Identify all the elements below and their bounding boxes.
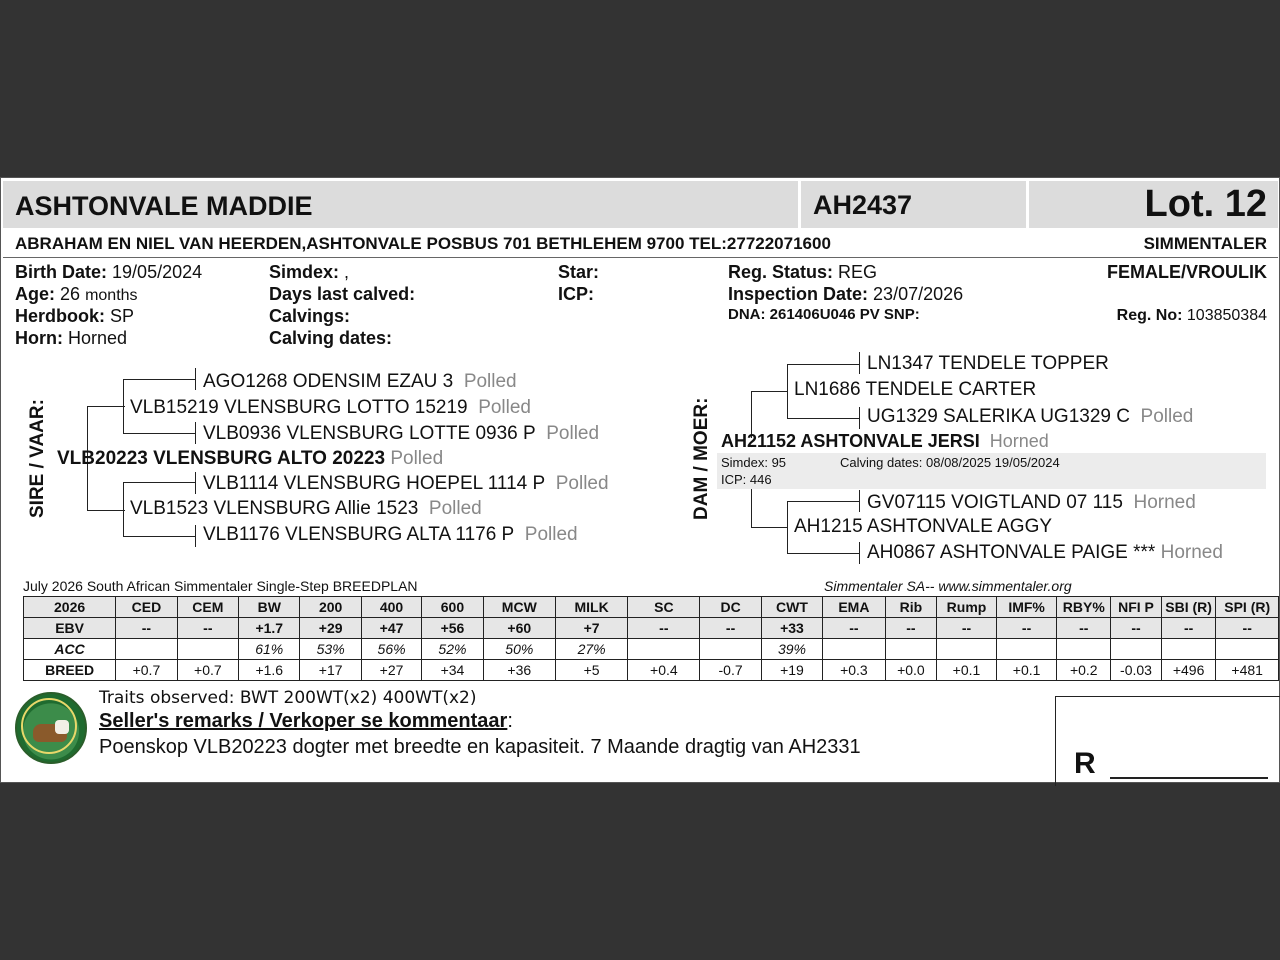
dam-dam: AH1215 ASHTONVALE AGGY <box>794 516 1053 537</box>
table-cell: 50% <box>483 639 555 660</box>
table-cell: +1.6 <box>239 660 300 681</box>
pedigree-line <box>787 501 788 553</box>
sire: VLB20223 VLENSBURG ALTO 20223 Polled <box>57 448 444 469</box>
herdbook: Herdbook: SP <box>15 306 135 326</box>
column-header: CWT <box>761 597 822 618</box>
pedigree-line <box>195 525 196 547</box>
pedigree-line <box>751 489 752 527</box>
simmentaler-sa-logo <box>15 692 87 764</box>
breedplan-table <box>23 596 1279 681</box>
table-cell: -- <box>1216 618 1279 639</box>
column-header: MCW <box>483 597 555 618</box>
dam-label: DAM / MOER: <box>691 397 712 520</box>
remarks-title: Seller's remarks / Verkoper se kommentaar: <box>99 710 513 732</box>
pedigree-line <box>787 364 788 418</box>
birth-date: Birth Date: 19/05/2024 <box>15 262 203 282</box>
age: Age: 26 months <box>15 284 138 304</box>
horn-status: Horn: Horned <box>15 328 128 348</box>
table-cell: -0.03 <box>1111 660 1162 681</box>
table-cell: +481 <box>1216 660 1279 681</box>
lot-card <box>0 177 1280 783</box>
pedigree-line <box>859 352 860 374</box>
column-header: 200 <box>300 597 361 618</box>
dam-calving-dates: Calving dates: 08/08/2025 19/05/2024 <box>840 455 1060 470</box>
pedigree-line <box>195 472 196 494</box>
column-header: CEM <box>177 597 238 618</box>
table-cell: -- <box>628 618 700 639</box>
table-cell: +19 <box>761 660 822 681</box>
table-cell: -0.7 <box>700 660 761 681</box>
breedplan-title: July 2026 South African Simmentaler Single-Step BREEDPLAN <box>23 578 418 594</box>
table-cell: +0.7 <box>116 660 177 681</box>
sex: FEMALE/VROULIK <box>1107 262 1267 282</box>
calvings: Calvings: <box>269 306 351 326</box>
sire-label: SIRE / VAAR: <box>27 399 48 518</box>
table-cell <box>1111 639 1162 660</box>
pedigree-line <box>123 482 124 536</box>
lot-number: Lot. 12 <box>1144 183 1267 225</box>
table-cell: +27 <box>361 660 421 681</box>
table-cell: 56% <box>361 639 421 660</box>
column-header: SPI (R) <box>1216 597 1279 618</box>
table-cell <box>996 639 1057 660</box>
acc-row <box>24 639 1279 660</box>
pedigree-line <box>123 482 196 483</box>
sire-sire: VLB15219 VLENSBURG LOTTO 15219 Polled <box>130 397 532 418</box>
column-header: MILK <box>555 597 627 618</box>
pedigree-line <box>87 406 125 407</box>
table-cell: +56 <box>422 618 483 639</box>
table-cell: +0.4 <box>628 660 700 681</box>
table-cell: -- <box>177 618 238 639</box>
table-cell: +5 <box>555 660 627 681</box>
table-cell <box>885 639 937 660</box>
inspection-date: Inspection Date: 23/07/2026 <box>728 284 964 304</box>
column-header: RBY% <box>1057 597 1111 618</box>
table-cell: -- <box>823 618 885 639</box>
column-header: SC <box>628 597 700 618</box>
row-label: ACC <box>24 639 116 660</box>
simdex: Simdex: , <box>269 262 350 282</box>
table-cell: 53% <box>300 639 361 660</box>
table-cell: +60 <box>483 618 555 639</box>
pedigree-line <box>123 379 196 380</box>
r-label: R <box>1074 747 1096 780</box>
divider <box>3 257 1278 258</box>
pedigree-line <box>123 433 196 434</box>
table-cell: +34 <box>422 660 483 681</box>
ebv-row <box>24 618 1279 639</box>
icp: ICP: <box>558 284 594 304</box>
column-header: IMF% <box>996 597 1057 618</box>
table-cell: +496 <box>1161 660 1216 681</box>
header-divider <box>798 181 801 228</box>
sire-dam: VLB1523 VLENSBURG Allie 1523 Polled <box>130 498 482 519</box>
dam-sire: LN1686 TENDELE CARTER <box>794 379 1037 400</box>
sire-sire-dam: VLB0936 VLENSBURG LOTTE 0936 P Polled <box>203 423 600 444</box>
table-cell: +7 <box>555 618 627 639</box>
dna-line: DNA: 261406U046 PV SNP: <box>728 306 920 323</box>
table-cell: -- <box>116 618 177 639</box>
table-cell: -- <box>937 618 997 639</box>
dam-dam-sire: GV07115 VOIGTLAND 07 115 Horned <box>867 492 1196 513</box>
table-cell <box>1057 639 1111 660</box>
table-cell: -- <box>1111 618 1162 639</box>
table-cell: 61% <box>239 639 300 660</box>
pedigree-line <box>123 379 124 433</box>
row-label: BREED <box>24 660 116 681</box>
column-header: DC <box>700 597 761 618</box>
traits-observed: Traits observed: BWT 200WT(x2) 400WT(x2) <box>99 688 477 708</box>
breed-row <box>24 660 1279 681</box>
breedplan-header-row <box>24 597 1279 618</box>
table-cell: +17 <box>300 660 361 681</box>
animal-id: AH2437 <box>813 190 913 220</box>
table-cell <box>628 639 700 660</box>
column-header: CED <box>116 597 177 618</box>
pedigree-line <box>787 553 860 554</box>
table-cell <box>116 639 177 660</box>
price-line <box>1110 777 1268 779</box>
breedplan-website: Simmentaler SA-- www.simmentaler.org <box>824 578 1072 594</box>
table-cell: +0.2 <box>1057 660 1111 681</box>
table-cell: +33 <box>761 618 822 639</box>
table-cell: +29 <box>300 618 361 639</box>
column-header: EMA <box>823 597 885 618</box>
pedigree-line <box>859 542 860 564</box>
column-header: 2026 <box>24 597 116 618</box>
pedigree-line <box>751 391 787 392</box>
dam-dam-dam: AH0867 ASHTONVALE PAIGE *** Horned <box>867 542 1223 563</box>
column-header: BW <box>239 597 300 618</box>
dam-icp: ICP: 446 <box>721 472 772 487</box>
table-cell <box>823 639 885 660</box>
table-cell: +1.7 <box>239 618 300 639</box>
column-header: 600 <box>422 597 483 618</box>
pedigree-line <box>787 418 860 419</box>
pedigree-line <box>87 510 125 511</box>
column-header: SBI (R) <box>1161 597 1216 618</box>
column-header: 400 <box>361 597 421 618</box>
pedigree-line <box>859 490 860 512</box>
animal-name: ASHTONVALE MADDIE <box>15 191 313 221</box>
table-cell: -- <box>996 618 1057 639</box>
table-cell: 52% <box>422 639 483 660</box>
table-cell: +0.1 <box>937 660 997 681</box>
table-cell: +0.1 <box>996 660 1057 681</box>
price-box <box>1055 696 1280 786</box>
table-cell: +47 <box>361 618 421 639</box>
pedigree-line <box>123 536 196 537</box>
table-cell: -- <box>700 618 761 639</box>
table-cell <box>1216 639 1279 660</box>
pedigree-line <box>195 368 196 390</box>
star: Star: <box>558 262 600 282</box>
owner-line: ABRAHAM EN NIEL VAN HEERDEN,ASHTONVALE POSBUS 701 BETHLEHEM 9700 TEL:27722071600 <box>15 234 831 253</box>
dam-sire-dam: UG1329 SALERIKA UG1329 C Polled <box>867 406 1194 427</box>
days-last-calved: Days last calved: <box>269 284 416 304</box>
table-cell <box>937 639 997 660</box>
reg-number: Reg. No: 103850384 <box>1116 307 1267 324</box>
pedigree-line <box>859 407 860 429</box>
column-header: NFI P <box>1111 597 1162 618</box>
column-header: Rump <box>937 597 997 618</box>
dam: AH21152 ASHTONVALE JERSI Horned <box>721 431 1049 451</box>
dam-sire-sire: LN1347 TENDELE TOPPER <box>867 353 1109 374</box>
sire-dam-dam: VLB1176 VLENSBURG ALTA 1176 P Polled <box>203 524 578 545</box>
pedigree-line <box>787 501 860 502</box>
pedigree-line <box>787 364 860 365</box>
calving-dates: Calving dates: <box>269 328 393 348</box>
breed-name: SIMMENTALER <box>1143 234 1267 253</box>
table-cell: -- <box>1057 618 1111 639</box>
table-cell <box>700 639 761 660</box>
table-cell: +0.7 <box>177 660 238 681</box>
sire-dam-sire: VLB1114 VLENSBURG HOEPEL 1114 P Polled <box>203 473 609 494</box>
table-cell: -- <box>1161 618 1216 639</box>
pedigree-line <box>751 527 787 528</box>
sire-sire-sire: AGO1268 ODENSIM EZAU 3 Polled <box>203 371 517 392</box>
table-cell: +0.0 <box>885 660 937 681</box>
reg-status: Reg. Status: REG <box>728 262 878 282</box>
table-cell: +36 <box>483 660 555 681</box>
dam-simdex: Simdex: 95 <box>721 455 787 470</box>
table-cell <box>1161 639 1216 660</box>
pedigree-line <box>195 422 196 444</box>
column-header: Rib <box>885 597 937 618</box>
table-cell: 27% <box>555 639 627 660</box>
table-cell: -- <box>885 618 937 639</box>
seller-remarks: Poenskop VLB20223 dogter met breedte en kapasiteit. 7 Maande dragtig van AH2331 <box>99 736 861 758</box>
table-cell: +0.3 <box>823 660 885 681</box>
table-cell: 39% <box>761 639 822 660</box>
table-cell <box>177 639 238 660</box>
header-divider <box>1026 181 1029 228</box>
row-label: EBV <box>24 618 116 639</box>
